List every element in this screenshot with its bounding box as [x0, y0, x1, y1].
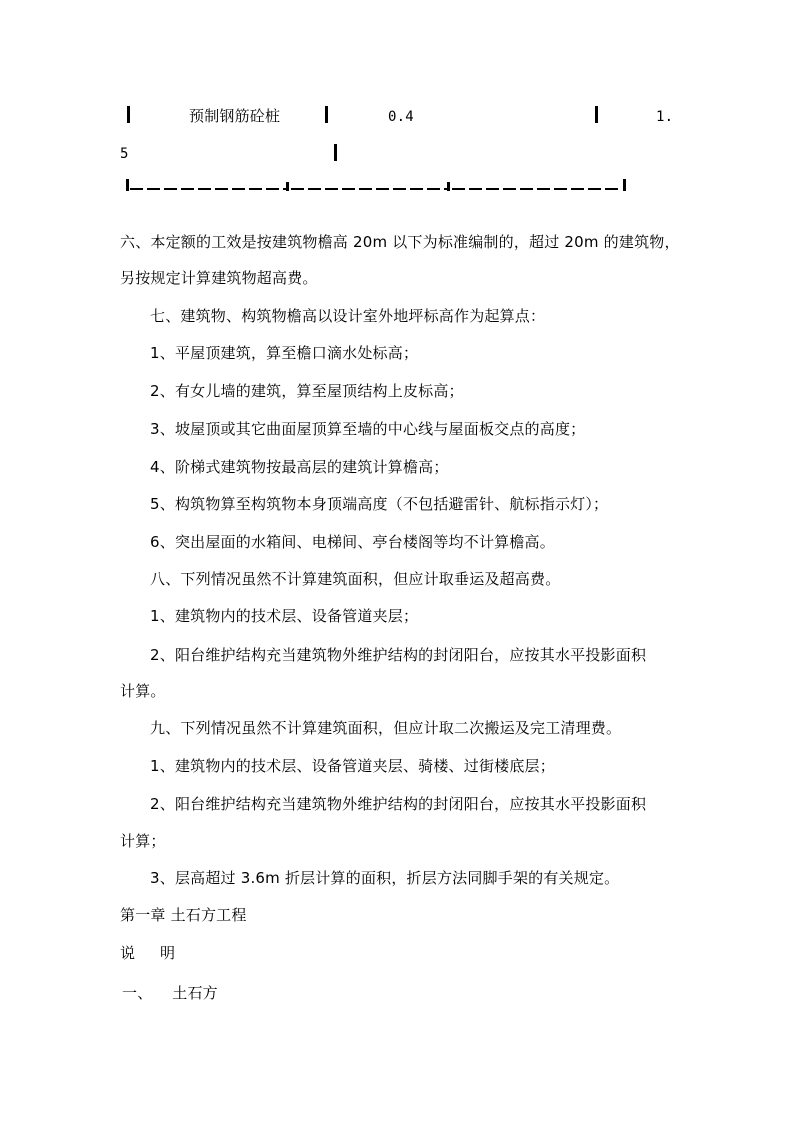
table-cell-item: 预制钢筋砼桩	[189, 107, 281, 125]
chapter-title: 第一章 土石方工程	[120, 906, 247, 924]
paragraph-6-line-1: 六、本定额的工效是按建筑物檐高 20m 以下为标准编制的，超过 20m 的建筑物，	[120, 233, 680, 251]
paragraph-8: 八、下列情况虽然不计算建筑面积，但应计取垂运及超高费。	[150, 570, 561, 588]
paragraph-8-item-2-line-1: 2、阳台维护结构充当建筑物外维护结构的封闭阳台，应按其水平投影面积	[150, 646, 647, 664]
paragraph-7: 七、建筑物、构筑物檐高以设计室外地坪标高作为起算点：	[150, 307, 546, 325]
paragraph-7-item-2: 2、有女儿墙的建筑，算至屋顶结构上皮标高；	[150, 382, 464, 400]
paragraph-8-item-2-line-2: 计算。	[120, 682, 166, 700]
table-cell-value-b-part1: 1.	[656, 109, 674, 125]
table-bottom-border	[126, 179, 626, 191]
table-cell-value-a: 0.4	[388, 109, 414, 125]
paragraph-7-item-1: 1、平屋顶建筑，算至檐口滴水处标高；	[150, 344, 419, 362]
table-border-divider-3	[334, 144, 337, 161]
paragraph-7-item-5: 5、构筑物算至构筑物本身顶端高度（不包括避雷针、航标指示灯）；	[150, 495, 609, 513]
section-heading: 一、 土石方	[122, 984, 218, 1002]
paragraph-7-item-3: 3、坡屋顶或其它曲面屋顶算至墙的中心线与屋面板交点的高度；	[150, 420, 586, 438]
table-border-divider-2	[595, 106, 598, 123]
table-border-left	[127, 106, 130, 123]
paragraph-9-item-2-line-1: 2、阳台维护结构充当建筑物外维护结构的封闭阳台，应按其水平投影面积	[150, 795, 647, 813]
paragraph-9: 九、下列情况虽然不计算建筑面积，但应计取二次搬运及完工清理费。	[150, 719, 622, 737]
paragraph-8-item-1: 1、建筑物内的技术层、设备管道夹层；	[150, 607, 419, 625]
paragraph-6-line-2: 另按规定计算建筑物超高费。	[120, 269, 318, 287]
paragraph-7-item-6: 6、突出屋面的水箱间、电梯间、亭台楼阁等均不计算檐高。	[150, 533, 555, 551]
table-border-divider-1	[325, 106, 328, 123]
table-cell-value-b-part2: 5	[120, 146, 129, 162]
paragraph-9-item-3: 3、层高超过 3.6m 折层计算的面积，折层方法同脚手架的有关规定。	[150, 869, 620, 887]
paragraph-9-item-2-line-2: 计算；	[120, 832, 166, 850]
chapter-subtitle: 说 明	[120, 944, 176, 962]
paragraph-9-item-1: 1、建筑物内的技术层、设备管道夹层、骑楼、过街楼底层；	[150, 757, 555, 775]
paragraph-7-item-4: 4、阶梯式建筑物按最高层的建筑计算檐高；	[150, 458, 449, 476]
